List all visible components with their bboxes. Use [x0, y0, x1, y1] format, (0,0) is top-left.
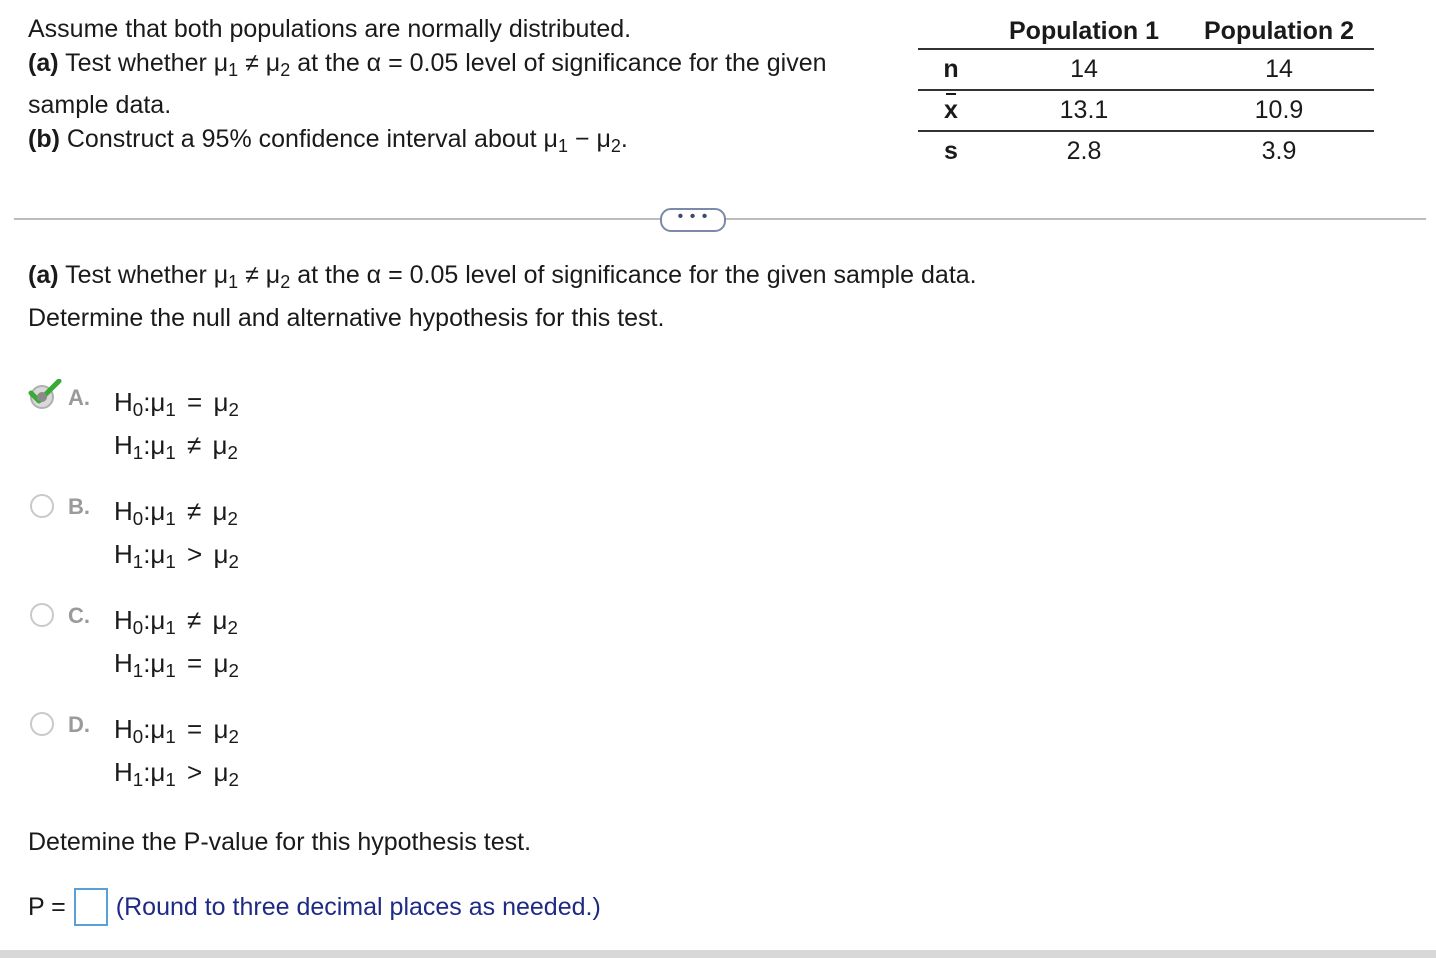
sample-data-table: [918, 14, 1374, 171]
ellipsis-icon: • • •: [677, 208, 709, 225]
pvalue-input[interactable]: [74, 888, 108, 926]
part-b-label: (b): [28, 125, 60, 153]
option-letter: C.: [68, 603, 90, 628]
option-hypotheses: $H_0:\mu_1 = \mu_2$ $H_1:\mu_1 \ne \mu_2$: [114, 387, 239, 464]
part-b-text: Construct a 95% confidence interval about: [66, 125, 537, 153]
problem-statement: Assume that both populations are normally distributed. (a) Test whether $\mu_1 \ne \mu_2$ at the α = 0.05 level of significance for the given sample data. (b) Construct a 95% confidence interval about $\mu_1 - \mu_2$.: [28, 12, 898, 156]
question-a-text-post: at the α = 0.05 level of significance for the given sample data.: [297, 261, 977, 289]
pvalue-answer-row: [28, 888, 601, 926]
null-relation: ≠: [187, 496, 202, 526]
option-c[interactable]: [30, 599, 239, 685]
null-relation: ≠: [187, 605, 202, 635]
table-row: [918, 90, 1374, 131]
table-cell: 10.9: [1184, 90, 1374, 131]
table-cell: 14: [984, 49, 1184, 90]
alt-relation: >: [187, 757, 203, 787]
expand-button[interactable]: [660, 208, 726, 232]
pvalue-prompt: Detemine the P-value for this hypothesis test.: [28, 828, 532, 856]
alt-relation: ≠: [187, 430, 202, 460]
option-b[interactable]: [30, 490, 239, 576]
radio-button[interactable]: [30, 385, 54, 409]
table-cell: 14: [1184, 49, 1374, 90]
option-hypotheses: $H_0:\mu_1 \ne \mu_2$ $H_1:\mu_1 > \mu_2$: [114, 496, 239, 573]
option-d[interactable]: [30, 708, 239, 794]
pvalue-label: P =: [28, 892, 66, 921]
part-a-label: (a): [28, 49, 59, 77]
row-label: x: [944, 96, 958, 124]
table-row: [918, 131, 1374, 171]
option-letter: A.: [68, 385, 90, 410]
question-a-text: Test whether: [65, 261, 207, 289]
question-text: (a) Test whether $\mu_1 \ne \mu_2$ at the α = 0.05 level of significance for the given sample data. Determine the null and alternative hypothesis for this test.: [28, 258, 977, 335]
table-cell: 13.1: [984, 90, 1184, 131]
alt-relation: >: [187, 539, 203, 569]
row-label: n: [918, 49, 984, 90]
row-label: s: [944, 137, 958, 165]
null-relation: =: [187, 714, 203, 744]
part-a-label: (a): [28, 261, 59, 289]
table-cell: 3.9: [1261, 137, 1297, 165]
table-header: Population 2: [1184, 14, 1374, 49]
rounding-hint: (Round to three decimal places as needed.): [115, 892, 601, 921]
option-hypotheses: $H_0:\mu_1 = \mu_2$ $H_1:\mu_1 > \mu_2$: [114, 714, 239, 791]
table-cell: 2.8: [1066, 137, 1102, 165]
bottom-scrollbar: [0, 950, 1436, 958]
alt-relation: =: [187, 648, 203, 678]
part-a-text-post: at the α = 0.05 level of significance for the given: [297, 49, 827, 77]
option-letter: D.: [68, 712, 90, 737]
option-hypotheses: $H_0:\mu_1 \ne \mu_2$ $H_1:\mu_1 = \mu_2$: [114, 605, 239, 682]
radio-button[interactable]: [30, 712, 54, 736]
table-row: [918, 49, 1374, 90]
radio-button[interactable]: [30, 603, 54, 627]
part-a-text-line2: sample data.: [28, 91, 172, 119]
part-a-text: Test whether: [65, 49, 207, 77]
option-a[interactable]: [30, 381, 239, 467]
checkmark-icon: [28, 379, 62, 409]
hypothesis-prompt: Determine the null and alternative hypothesis for this test.: [28, 304, 665, 332]
null-relation: =: [187, 387, 203, 417]
option-letter: B.: [68, 494, 90, 519]
intro-line: Assume that both populations are normally distributed.: [28, 15, 632, 43]
radio-button[interactable]: [30, 494, 54, 518]
table-header: Population 1: [984, 14, 1184, 49]
